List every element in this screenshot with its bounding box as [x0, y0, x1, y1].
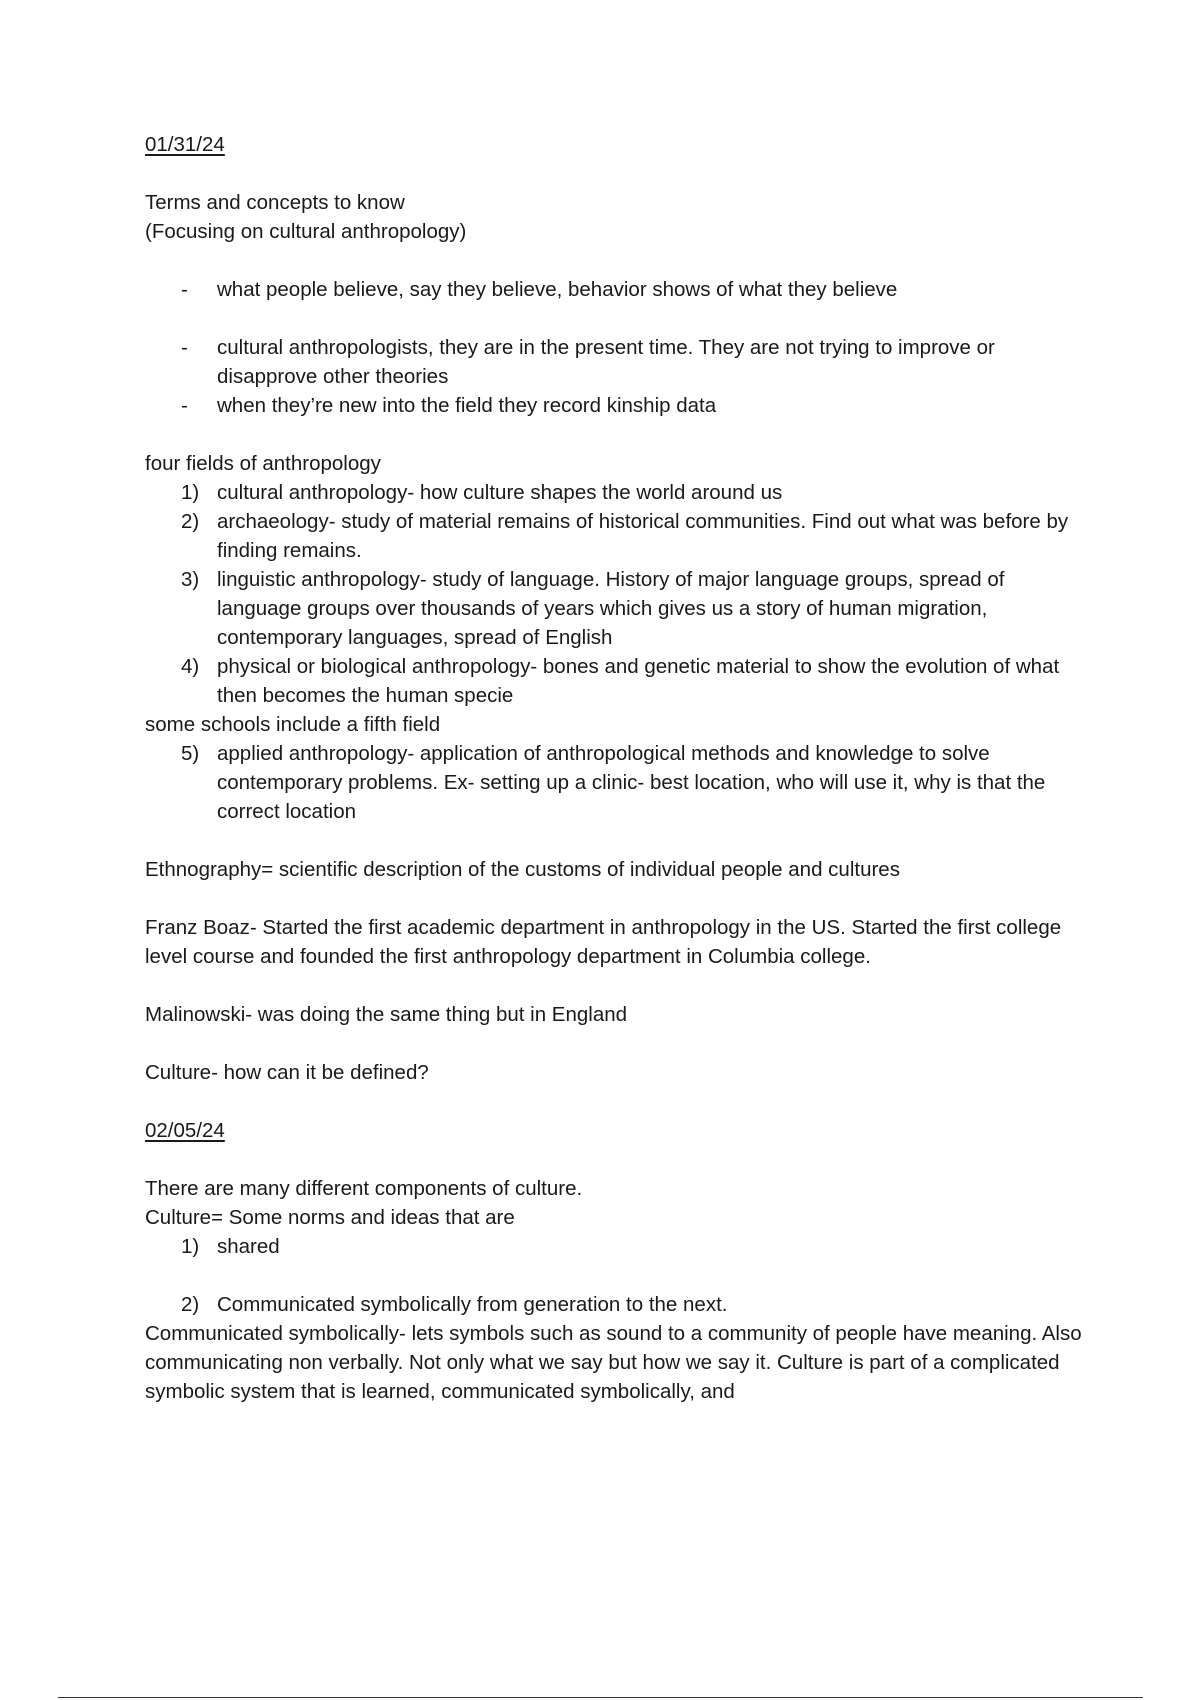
bullet-item — [145, 391, 1085, 420]
section-title: Terms and concepts to know — [145, 191, 405, 214]
list-text: shared — [217, 1235, 280, 1258]
list-number: 4) — [181, 655, 200, 678]
list-number: 2) — [181, 1293, 200, 1316]
list-item — [145, 739, 1085, 826]
list-number: 1) — [181, 1235, 200, 1258]
section-subtitle: (Focusing on cultural anthropology) — [145, 220, 467, 243]
page-bottom-rule — [58, 1697, 1143, 1698]
list-text: applied anthropology- application of anthropological methods and knowledge to solve contemporary problems. Ex- setting up a clinic- best location, who will use it, why is that the correct location — [217, 742, 1046, 823]
list-text: physical or biological anthropology- bones and genetic material to show the evolution of what then becomes the human specie — [217, 655, 1060, 707]
list-item — [145, 478, 1085, 507]
date-heading: 02/05/24 — [145, 1119, 225, 1142]
notes-page — [145, 130, 1085, 1406]
bullet-text: when they’re new into the field they record kinship data — [217, 394, 717, 417]
symbolic-paragraph: Communicated symbolically- lets symbols such as sound to a community of people have meaning. Also communicating non verbally. Not only what we say but how we say it. Culture is part of a complicated symbolic system that is learned, communicated symbolically, and — [145, 1322, 1082, 1403]
list-number: 5) — [181, 742, 200, 765]
list-item — [145, 565, 1085, 652]
list-number: 3) — [181, 568, 200, 591]
dash-marker: - — [181, 394, 188, 417]
bullet-item — [145, 275, 1085, 304]
list-text: linguistic anthropology- study of language. History of major language groups, spread of language groups over thousands of years which gives us a story of human migration, contemporary languages, spread of English — [217, 568, 1005, 649]
date-heading: 01/31/24 — [145, 133, 225, 156]
list-text: cultural anthropology- how culture shapes the world around us — [217, 481, 783, 504]
list-item — [145, 652, 1085, 710]
culture-definition: Culture= Some norms and ideas that are — [145, 1206, 515, 1229]
list-number: 2) — [181, 510, 200, 533]
ethnography-definition: Ethnography= scientific description of the customs of individual people and cultures — [145, 858, 900, 881]
culture-question: Culture- how can it be defined? — [145, 1061, 429, 1084]
list-text: archaeology- study of material remains of historical communities. Find out what was before by finding remains. — [217, 510, 1069, 562]
bullet-item — [145, 333, 1085, 391]
list-item — [145, 1290, 1085, 1319]
dash-marker: - — [181, 336, 188, 359]
bullet-text: what people believe, say they believe, behavior shows of what they believe — [217, 278, 898, 301]
dash-marker: - — [181, 278, 188, 301]
list-text: Communicated symbolically from generation to the next. — [217, 1293, 728, 1316]
culture-line: There are many different components of culture. — [145, 1177, 583, 1200]
list-item — [145, 507, 1085, 565]
fields-heading: four fields of anthropology — [145, 452, 381, 475]
malinowski-line: Malinowski- was doing the same thing but in England — [145, 1003, 628, 1026]
list-item — [145, 1232, 1085, 1261]
fifth-heading: some schools include a fifth field — [145, 713, 441, 736]
boaz-paragraph: Franz Boaz- Started the first academic department in anthropology in the US. Started the first college level course and founded the first anthropology department in Columbia college. — [145, 916, 1062, 968]
list-number: 1) — [181, 481, 200, 504]
bullet-text: cultural anthropologists, they are in the present time. They are not trying to improve or disapprove other theories — [217, 336, 995, 388]
